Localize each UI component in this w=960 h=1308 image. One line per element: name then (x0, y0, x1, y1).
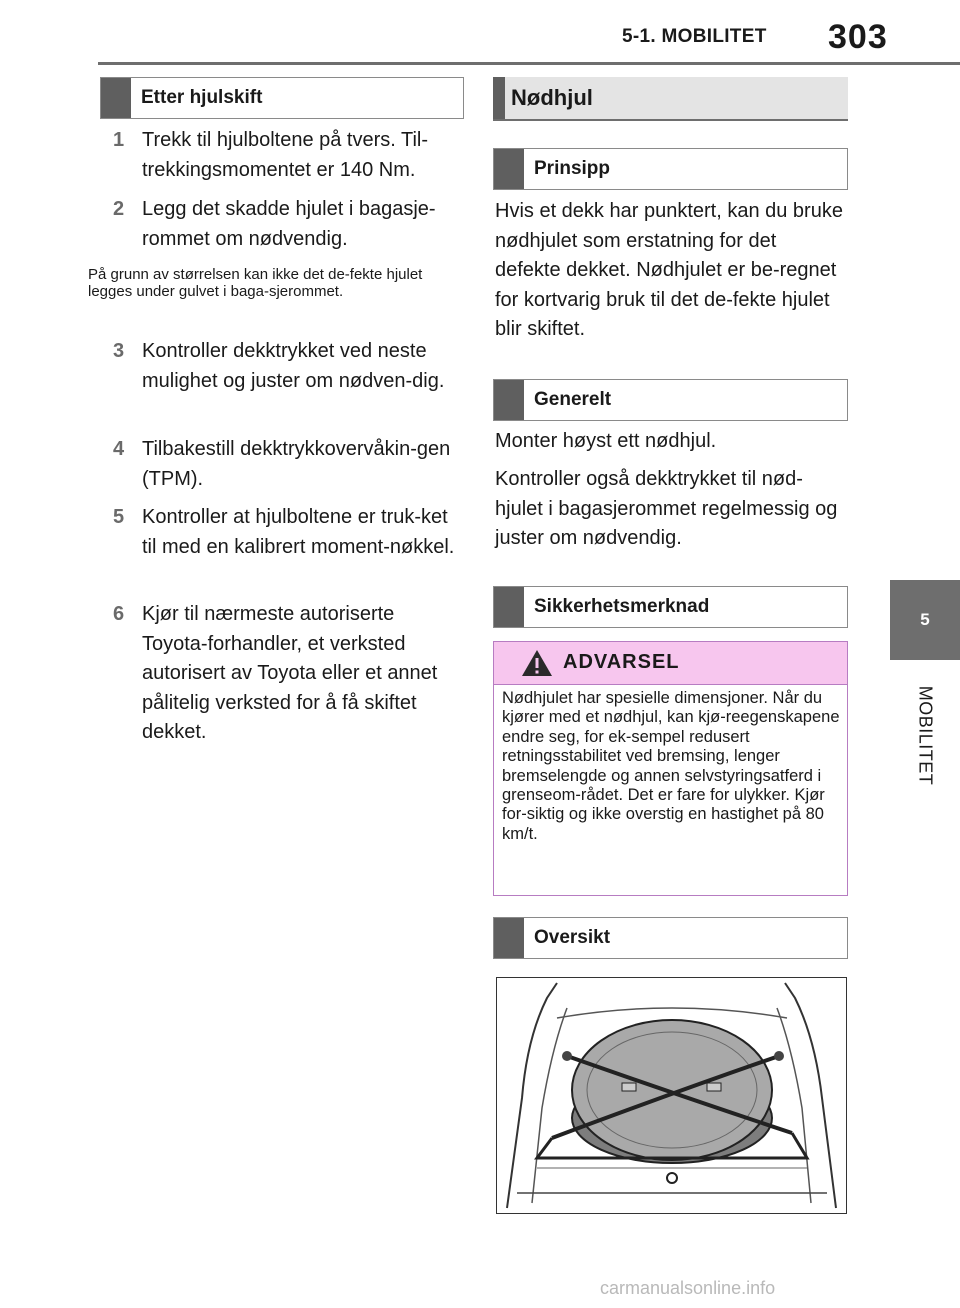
warning-text: Nødhjulet har spesielle dimensjoner. Når du kjører med et nødhjul, kan kjø-reegenskapene endre seg, for ek-sempel redusert retningsstabilitet ved bremsing, lenger bremselengde og annen selvstyringsatferd i grenseom-rådet. Det er fare for ulykker. Kjør for-siktig og ikke overstig en hastighet på 80 km/t. (502, 689, 840, 843)
step-text: Trekk til hjulboltene på tvers. Til-trekkingsmomentet er 140 Nm. (142, 129, 429, 181)
step-text: Kontroller at hjulboltene er truk-ket til med en kalibrert moment-nøkkel. (142, 506, 455, 558)
spare-wheel-drawing (497, 978, 846, 1213)
warning-title: ADVARSEL (563, 651, 680, 673)
section-title: 5-1. MOBILITET (622, 26, 767, 47)
step-text: Kjør til nærmeste autoriserte Toyota-forhandler, et verksted autorisert av Toyota eller et annet pålitelig verksted for å få skiftet dekket. (142, 603, 438, 743)
principle-paragraph: Hvis et dekk har punktert, kan du bruke nødhjulet som erstatning for det defekte dekket. Nødhjulet er be-regnet for kortvarig bruk til det de-fekte hjulet blir skiftet. (495, 200, 843, 340)
general-paragraph-1: Monter høyst ett nødhjul. (495, 430, 717, 452)
step-4 (113, 435, 465, 494)
step-text: Tilbakestill dekktrykkovervåkin-gen (TPM). (142, 438, 451, 490)
step-1 (113, 126, 465, 185)
section-header-generelt (493, 379, 848, 421)
step-number: 5 (113, 506, 125, 528)
section-bar (493, 77, 505, 119)
step-number: 3 (113, 340, 125, 362)
watermark: carmanualsonline.info (600, 1278, 776, 1298)
section-header-etter-hjulskift (100, 77, 464, 119)
step-number: 2 (113, 198, 125, 220)
warning-header (494, 642, 847, 685)
section-header-label: Sikkerhetsmerknad (534, 596, 710, 617)
section-header-prinsipp (493, 148, 848, 190)
step-number: 1 (113, 129, 125, 151)
section-header-label: Oversikt (534, 927, 611, 948)
general-paragraph-2: Kontroller også dekktrykket til nød-hjulet i bagasjerommet regelmessig og juster om nødvendig. (495, 468, 838, 549)
section-header-label: Generelt (534, 389, 612, 410)
warning-triangle-icon (520, 648, 554, 678)
step-5 (113, 503, 465, 562)
step-number: 4 (113, 438, 125, 460)
step-text: Legg det skadde hjulet i bagasje-rommet om nødvendig. (142, 198, 436, 250)
section-header-oversikt (493, 917, 848, 959)
chapter-label: MOBILITET (915, 685, 936, 786)
step-6 (113, 600, 465, 748)
chapter-number: 5 (920, 610, 930, 629)
section-bar (101, 78, 131, 118)
section-header-sikkerhetsmerknad (493, 586, 848, 628)
section-header-label: Etter hjulskift (141, 87, 263, 108)
chapter-tab[interactable] (890, 580, 960, 660)
step-2 (113, 195, 465, 254)
main-section-nodhjul (493, 77, 848, 121)
section-bar (494, 149, 524, 189)
step-3 (113, 337, 465, 396)
step-text: Kontroller dekktrykket ved neste mulighet og juster om nødven-dig. (142, 340, 445, 392)
section-bar (494, 380, 524, 420)
warning-box (493, 641, 848, 896)
section-bar (494, 918, 524, 958)
main-section-label: Nødhjul (511, 85, 593, 110)
header-rule (98, 62, 960, 65)
section-header-label: Prinsipp (534, 158, 611, 179)
note-text: På grunn av størrelsen kan ikke det de-fekte hjulet legges under gulvet i baga-sjerommet. (88, 266, 423, 300)
spare-wheel-illustration (496, 977, 847, 1214)
page-number: 303 (828, 18, 888, 56)
step-number: 6 (113, 603, 125, 625)
section-bar (494, 587, 524, 627)
